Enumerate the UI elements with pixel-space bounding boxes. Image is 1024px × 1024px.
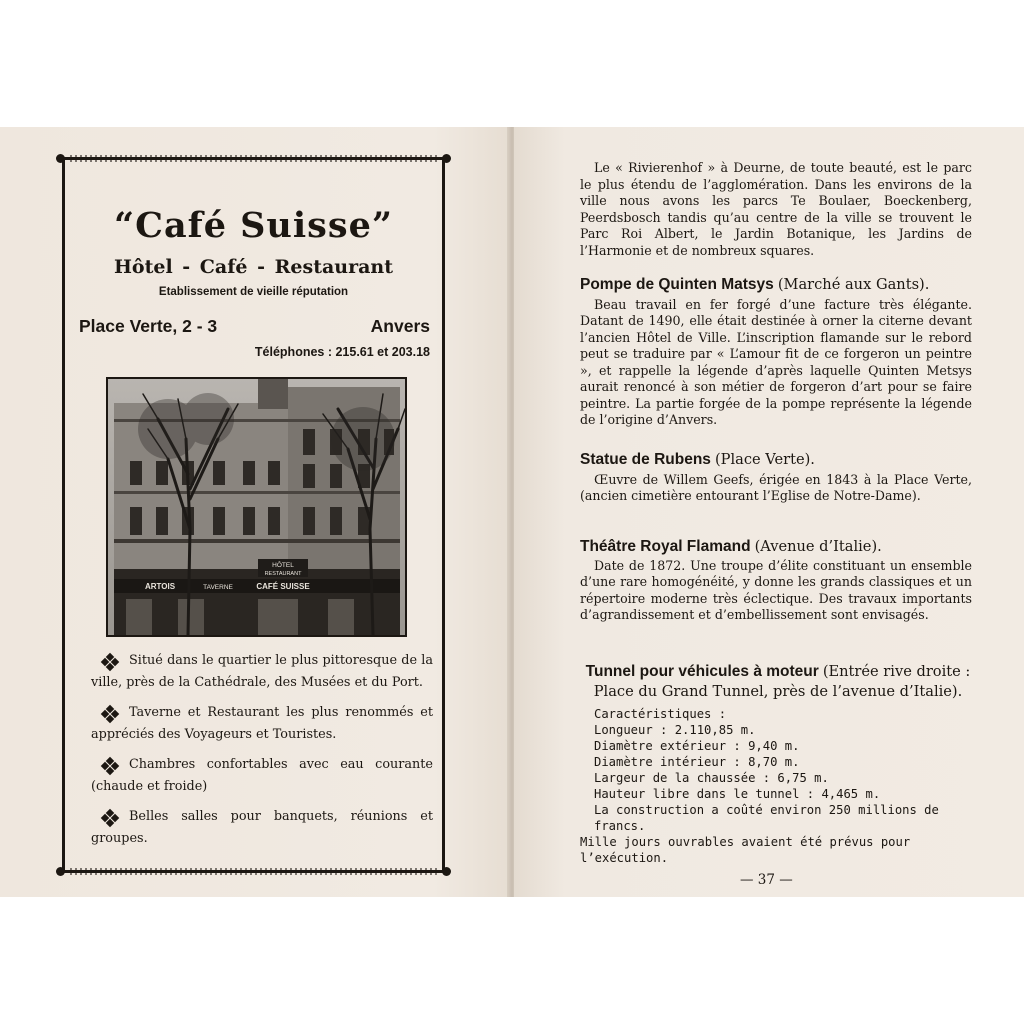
tunnel-days: Mille jours ouvrables avaient été prévus pour l’exécution. [580,835,911,865]
sign-taverne: TAVERNE [203,584,233,591]
ad-bullet-list [91,650,433,858]
ad-bullet-reputation: Taverne et Restaurant les plus renommés et appréciés des Voyageurs et Touristes. [91,705,433,742]
specs-label: Caractéristiques : [594,707,727,721]
section-pompe [580,277,972,429]
section-title: Statue de Rubens [580,451,711,468]
section-note: (Marché aux Gants). [777,276,930,293]
ad-title: “Café Suisse” [113,205,393,246]
ad-bullet-rooms: Chambres confortables avec eau courante (chaude et froide) [91,757,433,794]
tunnel-specs [594,706,976,802]
ad-address: Place Verte, 2 - 3 [79,316,218,336]
tunnel-notes [580,802,976,866]
page-number: — 37 — [740,872,793,888]
ad-established: Etablissement de vieille réputation [158,286,349,298]
section-note: (Avenue d’Italie). [754,538,882,555]
left-page [0,127,510,897]
spec-headroom: Hauteur libre dans le tunnel : 4,465 m. [594,787,881,801]
section-tunnel [580,662,976,866]
sign-cafe-suisse: CAFÉ SUISSE [256,582,310,591]
sign-hotel: HÔTEL [272,562,294,569]
ad-border-bottom [56,867,451,877]
book-spread [0,127,1024,897]
ad-telephones: Téléphones : 215.61 et 203.18 [254,345,430,359]
section-title: Tunnel pour véhicules à moteur [585,663,819,680]
section-rubens [580,452,972,505]
intro-paragraph: Le « Rivierenhof » à Deurne, de toute beauté, est le parc le plus étendu de l’agglomération. Dans les environs de la ville nous avons les parcs Te Boulaer, Boeckenberg, Peerdsbosch tandis qu’au centre de la ville se trouvent le Parc Roi Albert, le Jardin Botanique, les Jardins de l’Harmonie et de nombreux squares. [580,160,972,258]
section-body: Beau travail en fer forgé d’une facture très élégante. Datant de 1490, elle était destinée à orner la citerne devant l’ancien Hôtel de Ville. L’inscription flamande sur le rebord peut se traduire par « L’amour fit de ce forgeron un peintre », et rappelle la légende d’après laquelle Quinten Metsys aurait renoncé à son métier de forgeron d’art pour se faire peintre. La partie forgée de la pompe représente la légende de l’origine d’Anvers. [580,296,972,427]
diamond-ornament-icon [102,706,118,722]
section-note: (Entrée rive droite : Place du Grand Tunnel, près de l’avenue d’Italie). [593,663,971,700]
spec-road-width: Largeur de la chaussée : 6,75 m. [594,771,829,785]
tunnel-cost: La construction a coûté environ 250 millions de francs. [594,803,939,833]
right-page [514,127,1024,897]
section-title: Pompe de Quinten Matsys [580,276,774,293]
sign-restaurant: RESTAURANT [264,571,302,577]
diamond-ornament-icon [102,758,118,774]
ad-bullet-location: Situé dans le quartier le plus pittoresque de la ville, près de la Cathédrale, des Musées et du Port. [91,653,433,690]
section-body: Date de 1872. Une troupe d’élite constituant un ensemble d’une rare homogénéité, y donne les grands classiques et un répertoire moderne très éclectique. Des travaux importants d’agrandissement et d’embellissement sont envisagés. [580,557,972,622]
cafe-suisse-advertisement [62,158,445,872]
spec-inner-diameter: Diamètre intérieur : 8,70 m. [594,755,800,769]
section-title: Théâtre Royal Flamand [580,538,751,555]
section-body: Œuvre de Willem Geefs, érigée en 1843 à la Place Verte, (ancien cimetière entourant l’Eglise de Notre-Dame). [580,471,972,503]
ad-city: Anvers [370,316,430,336]
spec-length: Longueur : 2.110,85 m. [594,723,756,737]
sign-artois: ARTOIS [144,582,176,591]
diamond-ornament-icon [102,810,118,826]
spec-outer-diameter: Diamètre extérieur : 9,40 m. [594,739,800,753]
ad-subtitle: Hôtel - Café - Restaurant [113,256,394,278]
diamond-ornament-icon [102,654,118,670]
section-note: (Place Verte). [714,451,815,468]
section-theatre [580,539,972,624]
ad-bullet-halls: Belles salles pour banquets, réunions et groupes. [91,809,433,846]
hotel-facade-photo [106,377,407,637]
